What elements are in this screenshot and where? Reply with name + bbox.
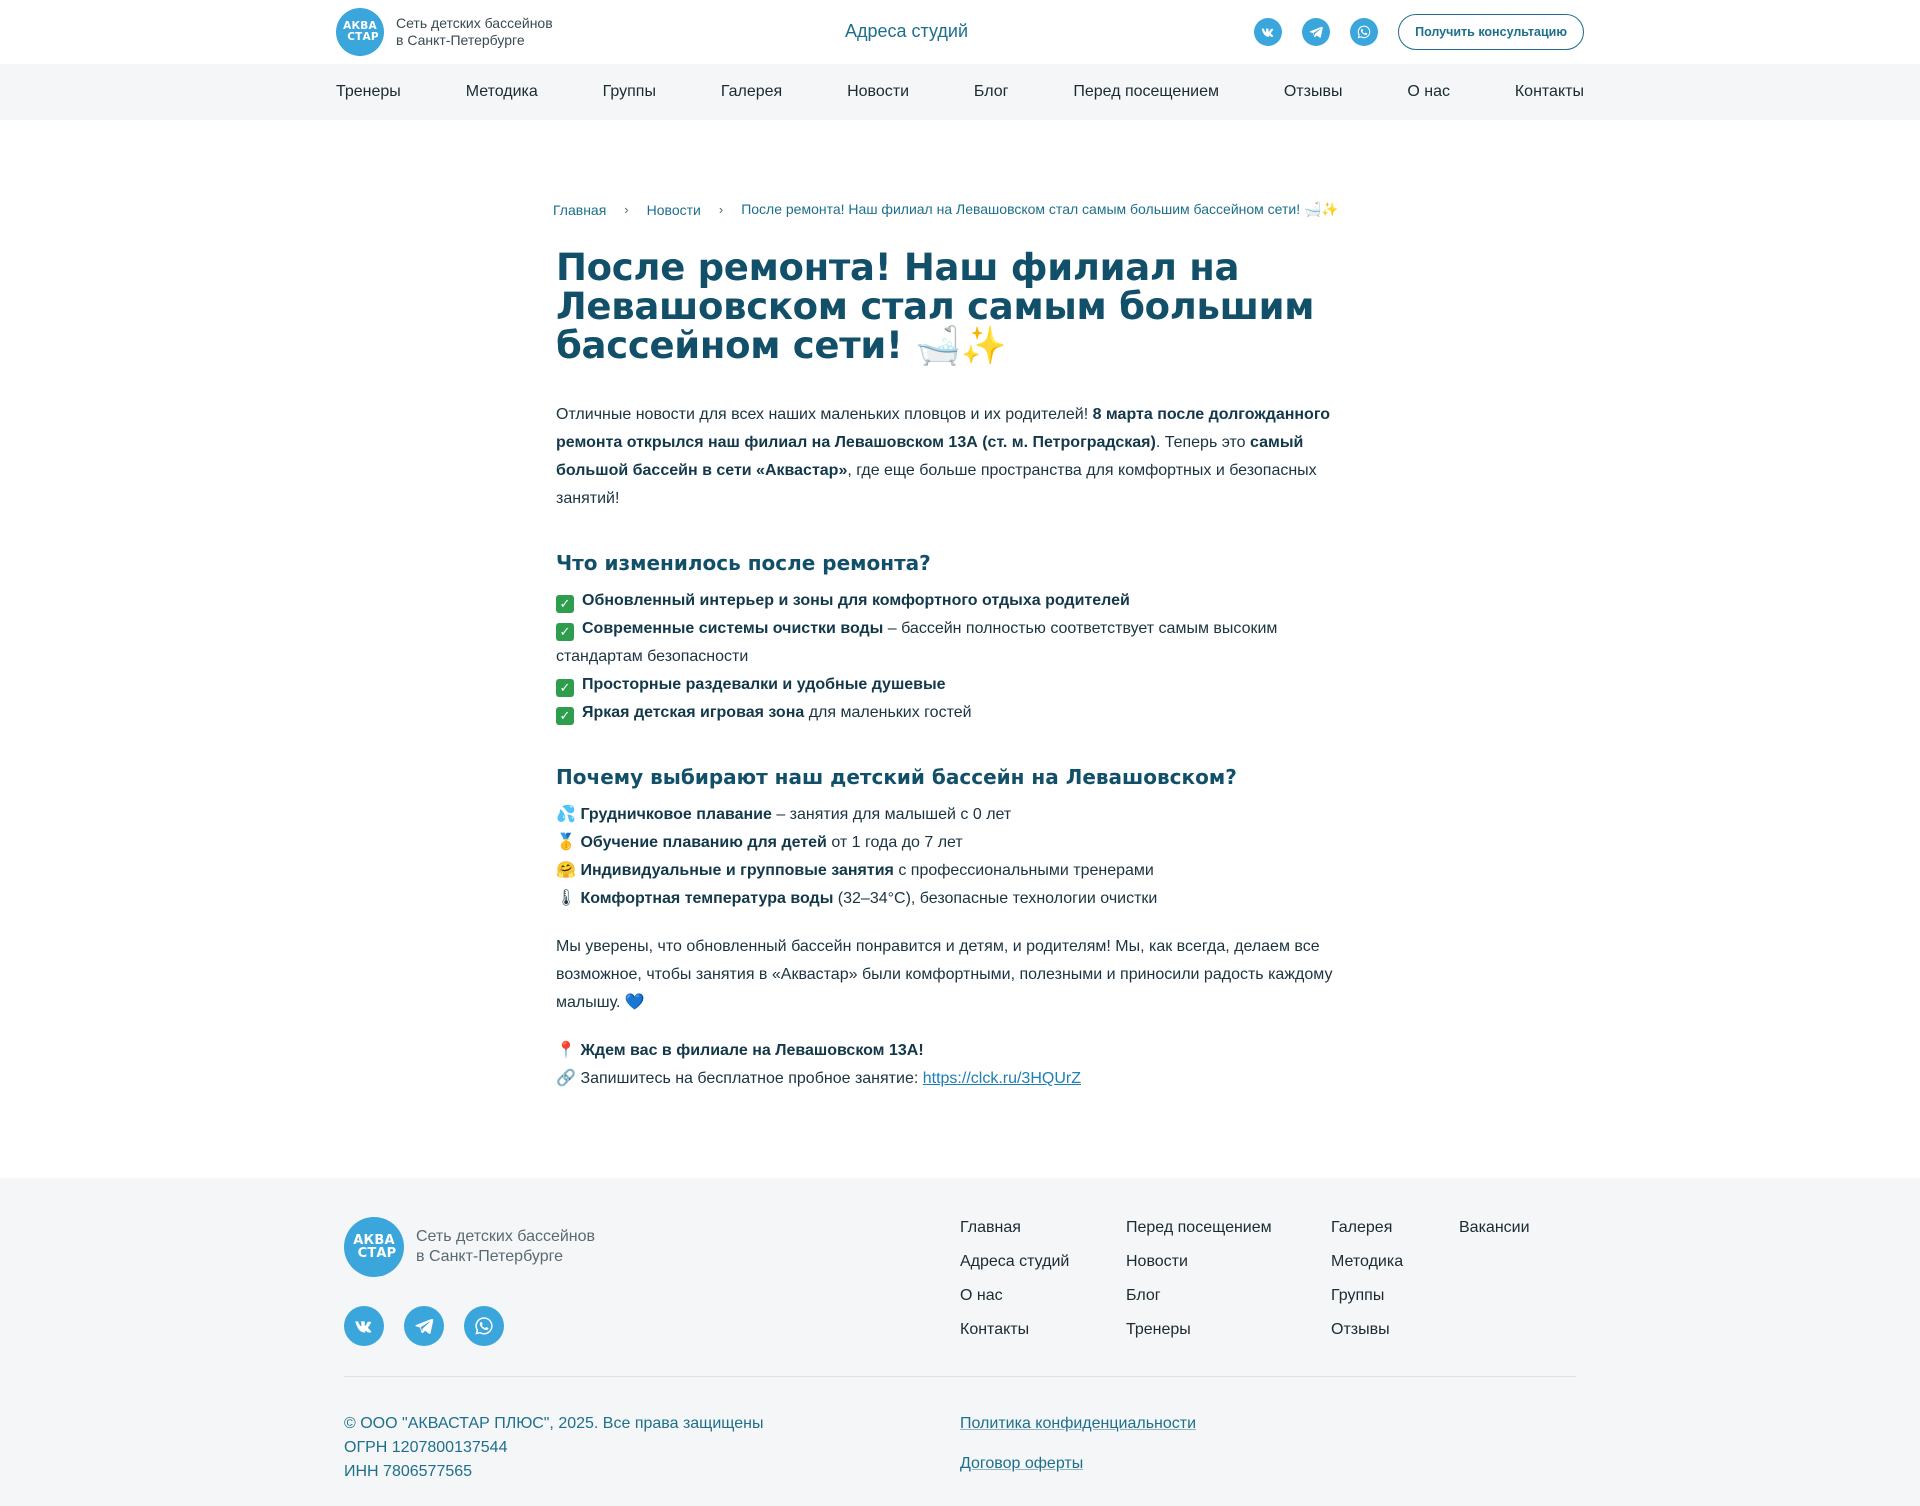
logo-text-line2: СТАР — [347, 31, 379, 43]
footer-divider — [344, 1376, 1576, 1377]
item-bold: Грудничковое плавание — [580, 806, 772, 823]
telegram-icon[interactable] — [1302, 18, 1330, 46]
footer-link-contacts[interactable]: Контакты — [960, 1321, 1030, 1338]
tagline-line2: в Санкт-Петербурге — [396, 32, 525, 48]
item-bold: Яркая детская игровая зона — [582, 704, 805, 721]
logo-text-line2: СТАР — [357, 1246, 397, 1261]
site-footer — [0, 1178, 1920, 1506]
footer-link-method[interactable]: Методика — [1331, 1253, 1404, 1270]
list-item — [556, 699, 1366, 727]
item-text: для маленьких гостей — [804, 704, 972, 721]
item-bold: Обновленный интерьер и зоны для комфортного отдыха родителей — [582, 592, 1130, 609]
list-item — [556, 587, 1366, 615]
list-item — [556, 801, 1366, 829]
item-text: – занятия для малышей с 0 лет — [771, 806, 1012, 823]
copyright: © ООО "АКВАСТАР ПЛЮС", 2025. Все права защищены — [344, 1415, 764, 1432]
breadcrumb-home[interactable]: Главная — [553, 201, 607, 218]
nav-item-trainers[interactable]: Тренеры — [336, 83, 401, 100]
chevron-right-icon: › — [718, 202, 724, 217]
intro-bold: самый большой бассейн в сети «Аквастар» — [556, 434, 1304, 479]
check-icon: ✓ — [556, 595, 574, 613]
news-article — [556, 248, 1366, 1093]
header-tagline — [396, 15, 553, 49]
item-text: от 1 года до 7 лет — [826, 834, 963, 851]
footer-link-reviews[interactable]: Отзывы — [1331, 1321, 1390, 1338]
item-bold: Современные системы очистки воды — [582, 620, 884, 637]
nav-item-reviews[interactable]: Отзывы — [1283, 83, 1343, 100]
list-item — [556, 829, 1366, 857]
droplets-icon: 💦 — [556, 806, 576, 823]
footer-link-about[interactable]: О нас — [960, 1287, 1003, 1304]
page-title: После ремонта! Наш филиал на Левашовском стал самым большим бассейном сети! 🛁✨ — [556, 246, 1315, 367]
list-item — [556, 857, 1366, 885]
cta-bold: Ждем вас в филиале на Левашовском 13А! — [580, 1042, 924, 1059]
top-header — [0, 0, 1920, 64]
footer-link-blog[interactable]: Блог — [1126, 1287, 1161, 1304]
link-icon: 🔗 — [556, 1070, 576, 1087]
list-item — [556, 885, 1366, 913]
footer-link-groups[interactable]: Группы — [1331, 1287, 1385, 1304]
whatsapp-icon[interactable] — [464, 1306, 504, 1346]
cta-line-address — [556, 1037, 1366, 1065]
medal-icon: 🥇 — [556, 834, 576, 851]
check-icon: ✓ — [556, 623, 574, 641]
signup-link[interactable]: https://clck.ru/3HQUrZ — [922, 1070, 1081, 1087]
footer-column-3 — [1331, 1218, 1403, 1354]
footer-tagline — [416, 1227, 595, 1267]
footer-logo[interactable] — [344, 1217, 595, 1277]
item-bold: Обучение плаванию для детей — [580, 834, 827, 851]
main-nav — [336, 64, 1584, 120]
whatsapp-icon[interactable] — [1350, 18, 1378, 46]
item-text: – бассейн полностью соответствует самым высоким стандартам безопасности — [556, 620, 1278, 665]
article-intro — [556, 401, 1366, 513]
changes-list — [556, 587, 1366, 727]
check-icon: ✓ — [556, 707, 574, 725]
item-text: (32–34°C), безопасные технологии очистки — [833, 890, 1158, 907]
logo-text-line1: АКВА — [343, 20, 377, 32]
cta-line-signup — [556, 1065, 1366, 1093]
footer-legal — [344, 1412, 764, 1484]
article-cta — [556, 1037, 1366, 1093]
header-logo[interactable] — [336, 8, 553, 56]
breadcrumb — [553, 201, 1339, 218]
footer-column-1 — [960, 1218, 1069, 1354]
footer-link-vacancies[interactable]: Вакансии — [1459, 1219, 1530, 1236]
item-bold: Индивидуальные и групповые занятия — [580, 862, 894, 879]
vk-icon[interactable] — [344, 1306, 384, 1346]
list-item — [556, 671, 1366, 699]
telegram-icon[interactable] — [404, 1306, 444, 1346]
hug-icon: 🤗 — [556, 862, 576, 879]
consultation-button[interactable]: Получить консультацию — [1398, 14, 1584, 50]
nav-item-blog[interactable]: Блог — [973, 83, 1009, 100]
item-bold: Просторные раздевалки и удобные душевые — [582, 676, 946, 693]
article-outro: Мы уверены, что обновленный бассейн понравится и детям, и родителям! Мы, как всегда, делаем все возможное, чтобы занятия в «Аквастар» были комфортными, полезными и приносили радость каждому малышу. 💙 — [556, 938, 1333, 1011]
reasons-list — [556, 801, 1366, 913]
footer-link-trainers[interactable]: Тренеры — [1126, 1321, 1191, 1338]
item-text: с профессиональными тренерами — [893, 862, 1154, 879]
section-heading-why: Почему выбирают наш детский бассейн на Левашовском? — [556, 765, 1237, 789]
footer-link-addresses[interactable]: Адреса студий — [960, 1253, 1070, 1270]
intro-bold: 8 марта после долгожданного ремонта открылся наш филиал на Левашовском 13А (ст. м. Петроградская) — [556, 406, 1331, 451]
addresses-link[interactable]: Адреса студий — [845, 21, 969, 41]
footer-socials — [344, 1306, 524, 1346]
nav-item-before-visit[interactable]: Перед посещением — [1073, 83, 1219, 100]
check-icon: ✓ — [556, 679, 574, 697]
chevron-right-icon: › — [624, 202, 629, 217]
nav-item-contacts[interactable]: Контакты — [1514, 83, 1584, 100]
cta-text: Запишитесь на бесплатное пробное занятие: — [580, 1070, 923, 1087]
footer-policy-links — [960, 1412, 1196, 1492]
ogrn: ОГРН 1207800137544 — [344, 1439, 508, 1456]
pin-icon: 📍 — [556, 1042, 576, 1059]
intro-text: , где еще больше пространства для комфортных и безопасных занятий! — [556, 462, 1317, 507]
logo-badge — [344, 1217, 404, 1277]
header-actions — [1254, 14, 1584, 50]
privacy-policy-link[interactable]: Политика конфиденциальности — [960, 1415, 1197, 1432]
offer-agreement-link[interactable]: Договор оферты — [960, 1455, 1084, 1472]
thermometer-icon: 🌡 — [556, 890, 577, 907]
nav-item-about[interactable]: О нас — [1407, 83, 1450, 100]
footer-column-2 — [1126, 1218, 1272, 1354]
footer-link-before-visit[interactable]: Перед посещением — [1126, 1219, 1272, 1236]
footer-link-home[interactable]: Главная — [960, 1219, 1021, 1236]
list-item — [556, 615, 1366, 671]
tagline-line1: Сеть детских бассейнов — [416, 1228, 596, 1245]
footer-link-gallery[interactable]: Галерея — [1331, 1219, 1393, 1236]
inn: ИНН 7806577565 — [344, 1463, 473, 1480]
footer-link-news[interactable]: Новости — [1126, 1253, 1188, 1270]
nav-item-groups[interactable]: Группы — [602, 83, 656, 100]
breadcrumb-news[interactable]: Новости — [646, 201, 701, 218]
breadcrumb-current: После ремонта! Наш филиал на Левашовском стал самым большим бассейном сети! 🛁✨ — [741, 201, 1339, 217]
vk-icon[interactable] — [1254, 18, 1282, 46]
logo-text-line1: АКВА — [353, 1233, 395, 1248]
footer-column-4 — [1459, 1218, 1530, 1252]
tagline-line1: Сеть детских бассейнов — [396, 15, 553, 31]
intro-text: . Теперь это — [1155, 434, 1251, 451]
nav-item-method[interactable]: Методика — [465, 83, 538, 100]
tagline-line2: в Санкт-Петербурге — [416, 1248, 563, 1265]
item-bold: Комфортная температура воды — [580, 890, 834, 907]
intro-text: Отличные новости для всех наших маленьких пловцов и их родителей! — [556, 406, 1093, 423]
section-heading-changes: Что изменилось после ремонта? — [556, 551, 931, 575]
logo-badge — [336, 8, 384, 56]
nav-item-gallery[interactable]: Галерея — [720, 83, 783, 100]
nav-item-news[interactable]: Новости — [847, 83, 910, 100]
